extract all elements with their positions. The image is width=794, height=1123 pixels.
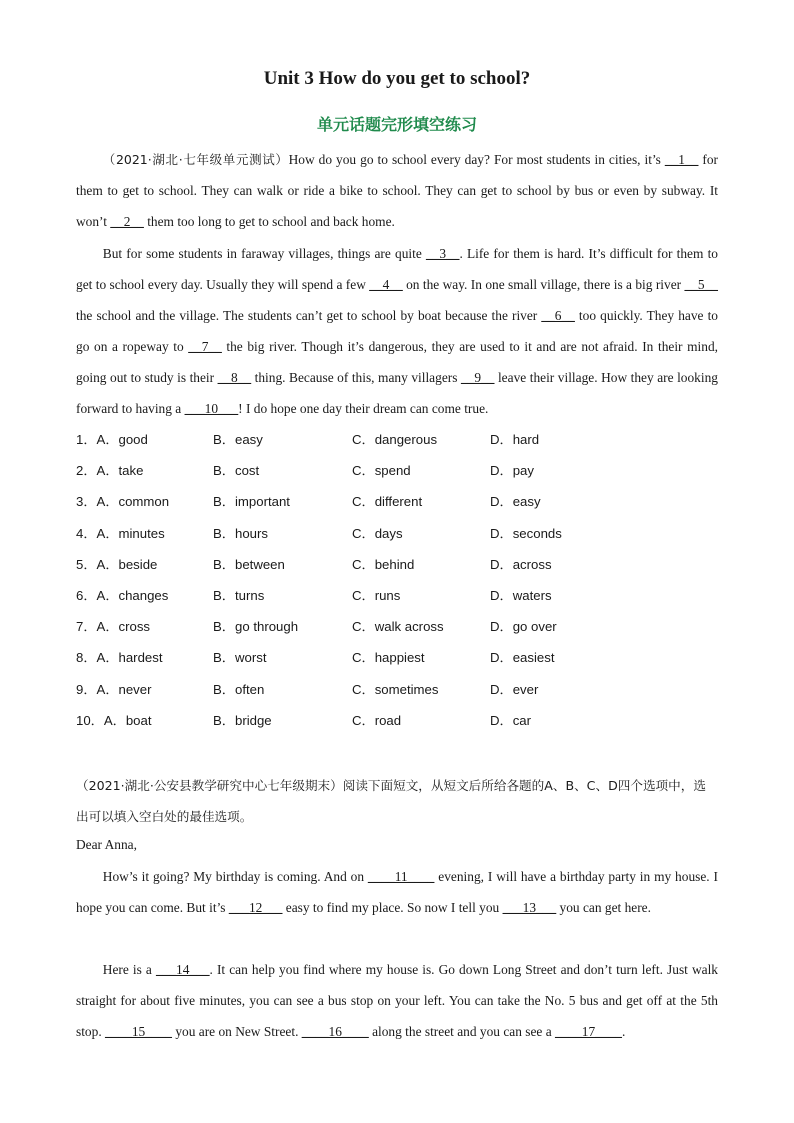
passage-text: you can get here. [556, 900, 651, 915]
option-a: 8．A．hardest [76, 650, 163, 666]
answer-blank: ____17____ [555, 1024, 622, 1039]
passage-text: . It can help you find where my house is. Go down Long Street and don’t turn left. Just walk straight for about five minutes, you can see a bus stop on your left. You can take the No. 5 bus and get off at the 5th stop. [76, 962, 719, 1039]
passage1-source: （2021·湖北·七年级单元测试） [102, 152, 289, 167]
answer-blank: __2__ [110, 214, 144, 229]
passage-text: leave their village. How they are looking forward to having a [76, 370, 718, 416]
option-c: C．runs [352, 587, 401, 603]
passage-text: evening, I will have a birthday party in my house. I hope you can come. But it’s [76, 869, 718, 915]
question-options-row [76, 489, 718, 520]
passage-text: you are on New Street. [171, 1024, 302, 1039]
answer-blank: ___13___ [502, 900, 557, 915]
option-d: D．pay [490, 463, 534, 479]
option-a: 9．A．never [76, 681, 152, 697]
answer-blank: __7__ [188, 339, 222, 354]
passage-text: thing. Because of this, many villagers [251, 370, 461, 385]
option-c: C．days [352, 525, 403, 541]
question-options-row [76, 521, 718, 552]
option-c: C．different [352, 494, 423, 510]
letter-salutation: Dear Anna, [76, 837, 137, 852]
question-options-row [76, 427, 718, 458]
option-a: 10．A．boat [76, 712, 152, 728]
passage-text: But for some students in faraway villages, things are quite [102, 246, 426, 261]
passage-text: for them to get to school. They can walk or ride a bike to school. They can get to school by bus or even by subway. It won’t [76, 152, 719, 229]
option-c: C．walk across [352, 619, 444, 635]
option-c: C．sometimes [352, 681, 439, 697]
option-b: B．cost [213, 463, 260, 479]
option-b: B．worst [213, 650, 267, 666]
question-options-row [76, 614, 718, 645]
option-a: 6．A．changes [76, 587, 169, 603]
passage1-paragraph2 [76, 238, 718, 424]
option-d: D．easy [490, 494, 541, 510]
option-d: D．waters [490, 587, 552, 603]
passage1-paragraph1 [76, 144, 718, 237]
question-options-row [76, 458, 718, 489]
option-d: D．ever [490, 681, 539, 697]
option-d: D．car [490, 712, 532, 728]
option-b: B．important [213, 494, 290, 510]
option-b: B．hours [213, 525, 268, 541]
passage-text: them too long to get to school and back home. [143, 214, 395, 229]
passage-text: How’s it going? My birthday is coming. And on [102, 869, 368, 884]
option-b: B．bridge [213, 712, 272, 728]
option-a: 3．A．common [76, 494, 170, 510]
option-c: C．happiest [352, 650, 425, 666]
option-d: D．go over [490, 619, 557, 635]
option-b: B．go through [213, 619, 299, 635]
option-d: D．easiest [490, 650, 555, 666]
answer-blank: __8__ [217, 370, 252, 385]
passage-text: . [621, 1024, 626, 1039]
answer-blank: ____16____ [301, 1024, 369, 1039]
answer-blank: __1__ [664, 152, 699, 167]
option-b: B．easy [213, 432, 263, 447]
option-c: C．behind [352, 556, 415, 572]
answer-blank: __3__ [425, 246, 460, 261]
option-b: B．turns [213, 587, 265, 603]
answer-blank: ___10___ [184, 401, 239, 416]
answer-blank: __5__ [684, 277, 718, 292]
passage-text: ! I do hope one day their dream can come true. [238, 401, 489, 416]
option-d: D．seconds [490, 525, 562, 541]
answer-blank: ____11____ [367, 869, 435, 884]
passage-text: How do you go to school every day? For most students in cities, it’s [288, 152, 665, 167]
passage-text: . Life for them is hard. It’s difficult for them to get to school every day. Usually they will spend a few [76, 246, 718, 292]
page-subtitle: 单元话题完形填空练习 [316, 115, 477, 134]
answer-blank: __9__ [460, 370, 495, 385]
passage2-paragraph2 [76, 954, 718, 1047]
question-options-row [76, 583, 718, 614]
option-a: 1．A．good [76, 432, 148, 447]
answer-blank: ____15____ [105, 1024, 172, 1039]
answer-blank: ___12___ [228, 900, 283, 915]
option-a: 2．A．take [76, 463, 144, 479]
option-c: C．dangerous [352, 432, 438, 447]
answer-blank: ___14___ [155, 962, 210, 977]
option-a: 4．A．minutes [76, 525, 165, 541]
passage-text: along the street and you can see a [368, 1024, 555, 1039]
passage2-paragraph1 [76, 861, 718, 923]
options-list [76, 427, 718, 739]
page-title: Unit 3 How do you get to school? [263, 68, 531, 89]
question-options-row [76, 708, 718, 739]
question-options-row [76, 552, 718, 583]
passage-text: Here is a [102, 962, 156, 977]
option-d: D．across [490, 556, 552, 572]
question-options-row [76, 645, 718, 676]
option-b: B．between [213, 556, 285, 572]
option-b: B．often [213, 681, 265, 697]
option-a: 5．A．beside [76, 556, 158, 572]
question-options-row [76, 677, 718, 708]
option-c: C．spend [352, 463, 411, 479]
passage-text: the big river. Though it’s dangerous, they are used to it and are not afraid. In their mind, going out to study is their [76, 339, 718, 385]
option-a: 7．A．cross [76, 619, 151, 635]
answer-blank: __4__ [369, 277, 403, 292]
passage-text: easy to find my place. So now I tell you [282, 900, 503, 915]
passage-text: the school and the village. The students can’t get to school by boat because the river [76, 308, 542, 323]
option-d: D．hard [490, 432, 540, 447]
passage2-instructions: （2021·湖北·公安县教学研究中心七年级期末）阅读下面短文，从短文后所给各题的A、B、C、D四个选项中，选出可以填入空白处的最佳选项。 [76, 778, 706, 824]
option-c: C．road [352, 712, 402, 728]
passage-text: on the way. In one small village, there is a big river [402, 277, 685, 292]
answer-blank: __6__ [541, 308, 575, 323]
passage-text: too quickly. They have to go on a ropeway to [76, 308, 718, 354]
